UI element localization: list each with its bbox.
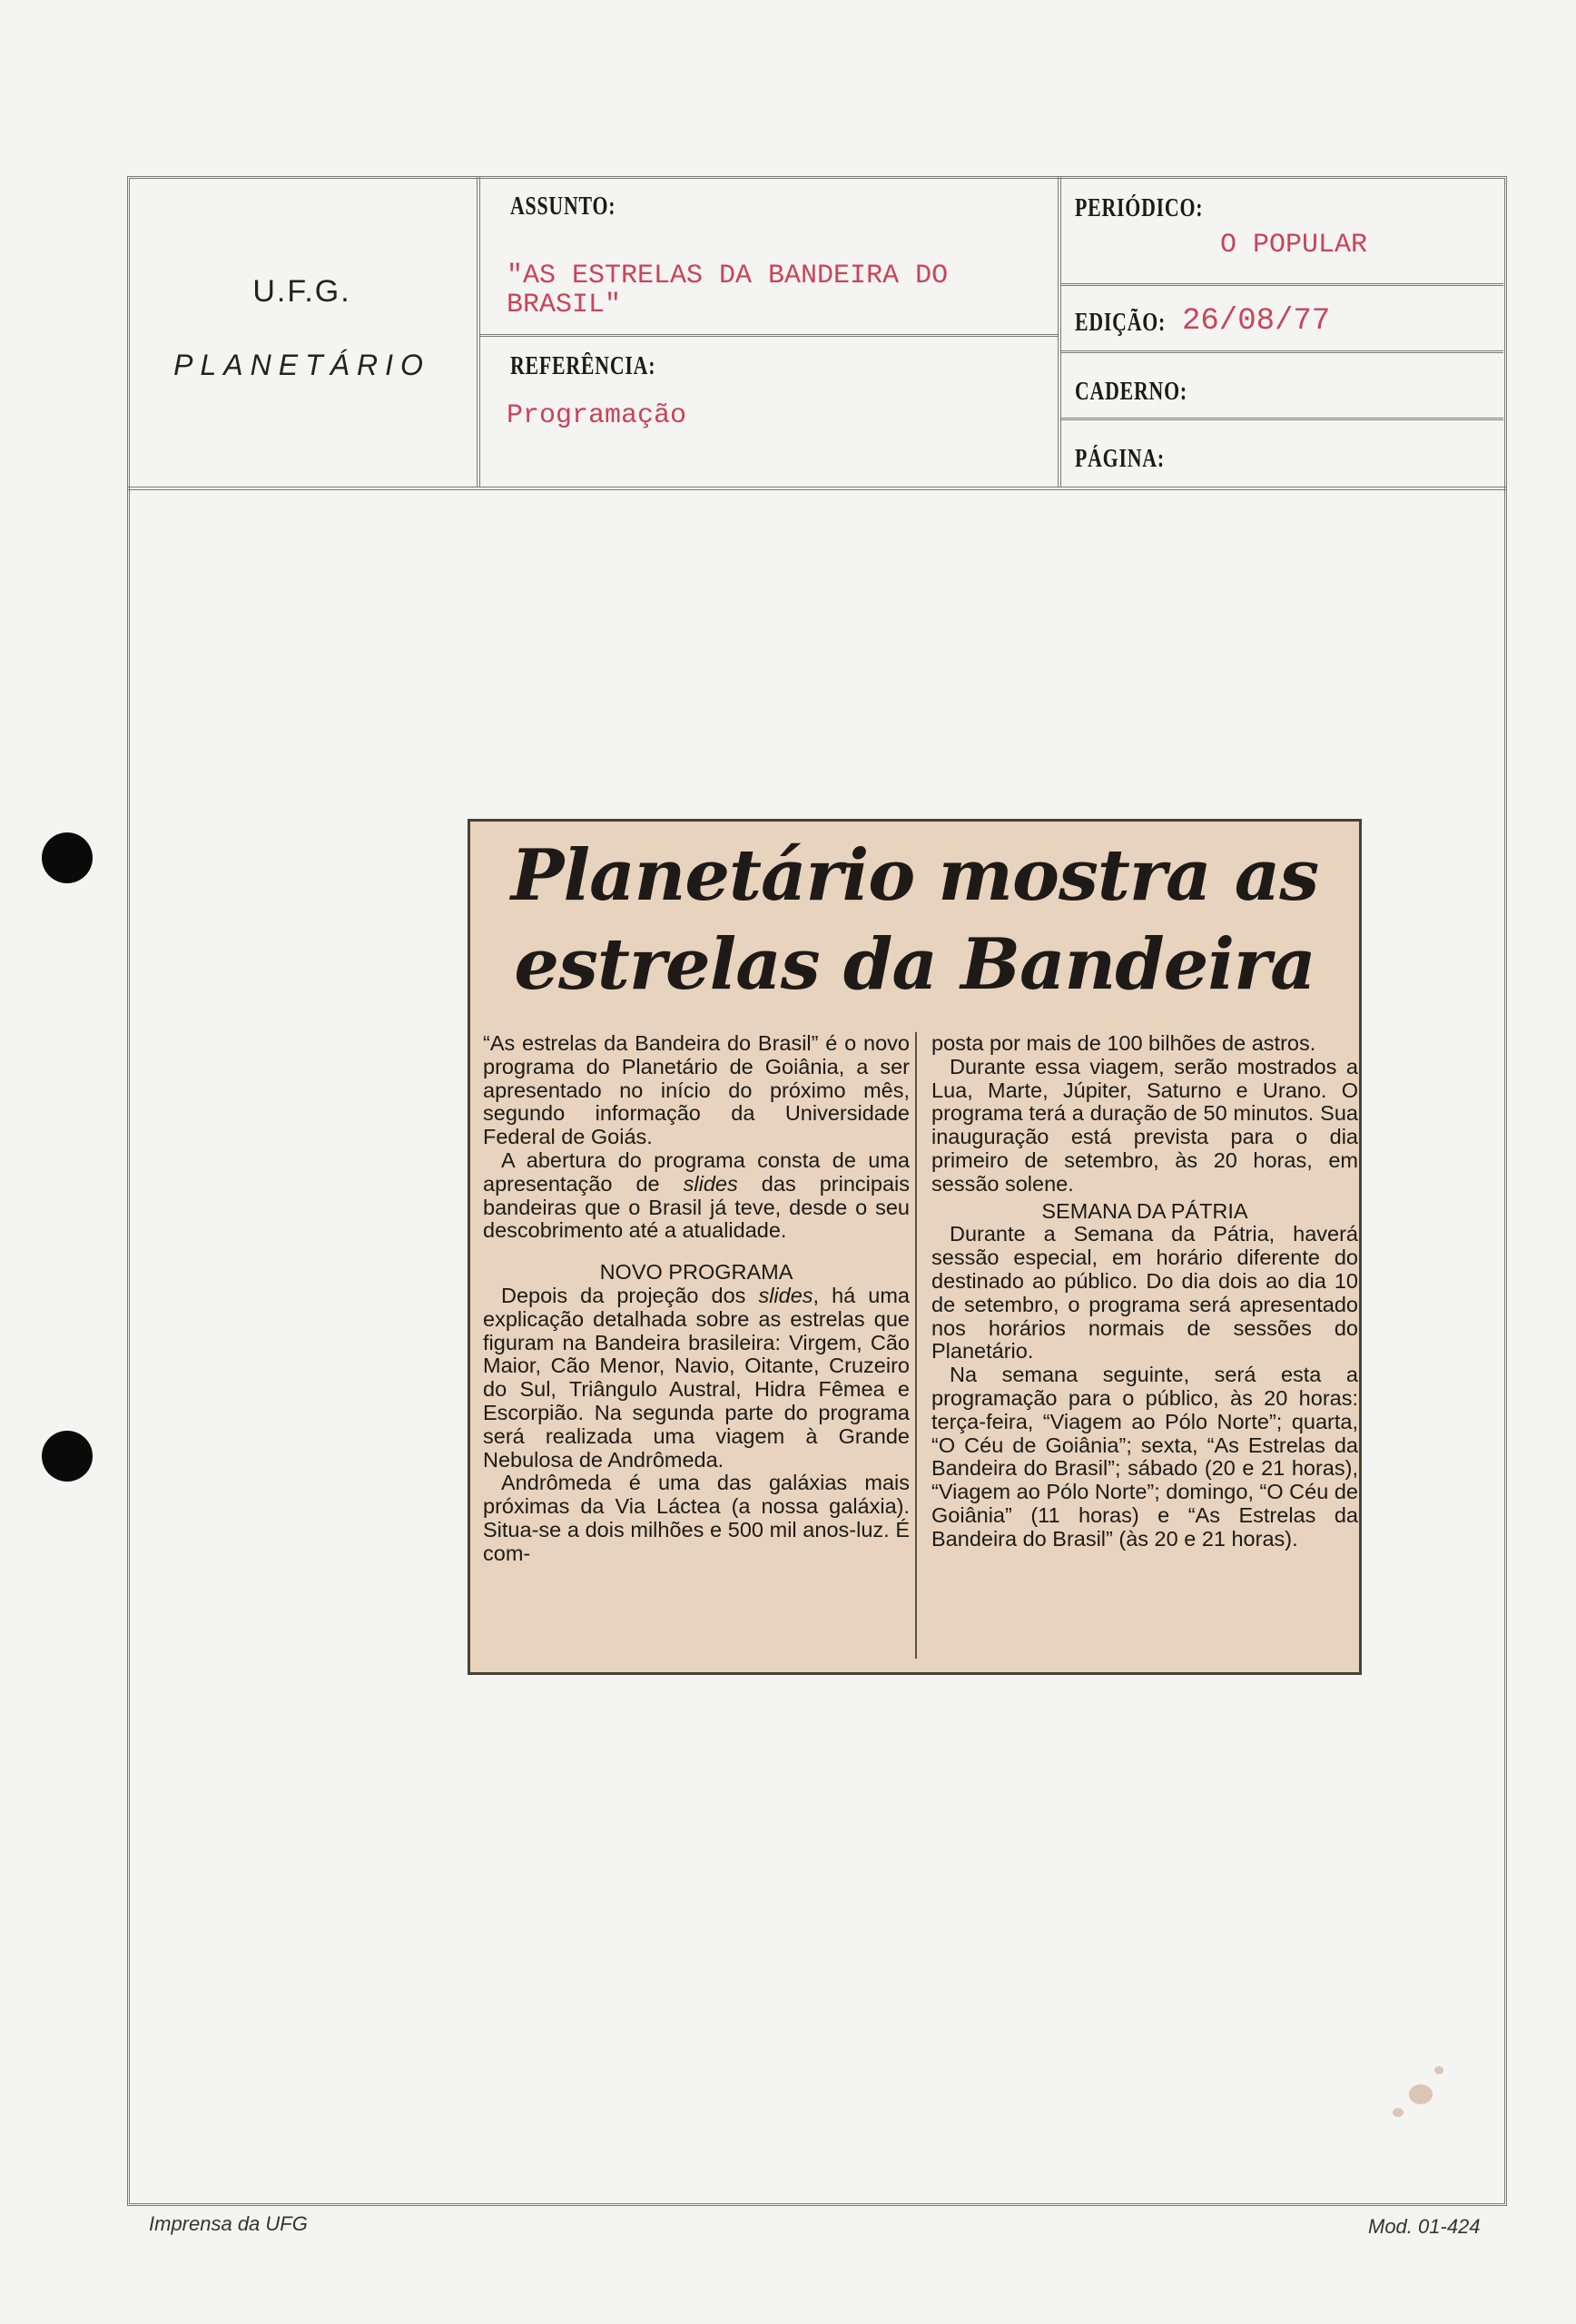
org-name: U.F.G. xyxy=(252,274,351,309)
paragraph-semana: Durante a Semana da Pátria, haverá sessão especial, em horário diferente do destinado ao público. Do dia dois ao dia 10 de setembro, o programa será apresentado nos horários normais de sessões do Planetário. xyxy=(931,1222,1358,1364)
assunto-label: ASSUNTO: xyxy=(510,192,616,221)
italic-word: slides xyxy=(758,1283,813,1307)
paper-stain xyxy=(1434,2066,1443,2074)
paragraph-intro: “As estrelas da Bandeira do Brasil” é o novo programa do Planetário de Goiânia, a ser apresentado no início do próximo mês, segundo informação da Universidade Federal de Goiás. xyxy=(483,1031,910,1149)
paper-stain xyxy=(1409,2084,1433,2104)
edicao-value: 26/08/77 xyxy=(1182,304,1331,339)
paragraph-text: A abertura do programa consta de uma apresentação de xyxy=(483,1147,910,1196)
paragraph-andromeda: Andrômeda é uma das galáxias mais próximas da Via Láctea (a nossa galáxia). Situa-se a dois milhões e 500 mil anos-luz. É com- xyxy=(483,1471,910,1565)
subheading-semana-patria: SEMANA DA PÁTRIA xyxy=(1041,1198,1248,1223)
assunto-value-line-2: BRASIL" xyxy=(507,290,622,320)
headline-line-1: Planetário mostra as xyxy=(510,834,1319,917)
punch-hole-bottom xyxy=(42,1431,93,1482)
column-rule xyxy=(915,1032,917,1659)
pagina-label: PÁGINA: xyxy=(1075,445,1165,473)
header-divider-1 xyxy=(477,176,480,487)
paragraph-viagem: Durante essa viagem, serão mostrados a Lua, Marte, Júpiter, Saturno e Urano. O programa terá a duração de 50 minutos. Sua inauguração está prevista para o dia primeiro de setembro, às 20 horas, em sessão solene. xyxy=(931,1054,1358,1196)
footer-form-code: Mod. 01-424 xyxy=(1368,2215,1481,2238)
subheading-novo-programa: NOVO PROGRAMA xyxy=(599,1260,793,1285)
paragraph-projecao xyxy=(483,1285,910,1472)
header-divider-2 xyxy=(1058,176,1061,487)
paragraph-text: , há uma explicação detalhada sobre as estrelas que figuram na Bandeira brasileira: Virgem, Cão Maior, Cão Menor, Navio, Oitante, Cruzeiro do Sul, Triângulo Austral, Hidra Fêmea e Escorpião. Na segunda parte do programa será realizada uma viagem à Grande Nebulosa de Andrômeda. xyxy=(483,1283,910,1472)
periodico-value: O POPULAR xyxy=(1220,230,1368,261)
punch-hole-top xyxy=(42,832,93,883)
article-column-left xyxy=(483,1032,910,1566)
article-column-right xyxy=(931,1032,1358,1551)
footer-imprensa: Imprensa da UFG xyxy=(149,2212,308,2235)
paragraph-continuation: posta por mais de 100 bilhões de astros. xyxy=(931,1031,1316,1055)
referencia-value: Programação xyxy=(507,400,687,431)
paragraph-text: Depois da projeção dos xyxy=(501,1283,759,1307)
caderno-bottom-line xyxy=(1061,418,1503,420)
assunto-value-line-1: "AS ESTRELAS DA BANDEIRA DO xyxy=(507,261,949,291)
caderno-label: CADERNO: xyxy=(1075,378,1187,406)
paragraph-abertura xyxy=(483,1149,910,1243)
headline-line-2: estrelas da Bandeira xyxy=(514,923,1315,1006)
org-unit: PLANETÁRIO xyxy=(173,349,430,381)
periodico-label: PERIÓDICO: xyxy=(1075,194,1204,222)
referencia-label: REFERÊNCIA: xyxy=(510,352,656,380)
periodico-bottom-line xyxy=(1061,283,1503,286)
italic-word: slides xyxy=(683,1171,738,1196)
edicao-label: EDIÇÃO: xyxy=(1075,309,1167,337)
form-header xyxy=(127,176,1507,490)
paragraph-programacao: Na semana seguinte, será esta a programação para o público, às 20 horas: terça-feira, “Viagem ao Pólo Norte”; quarta, “O Céu de Goiânia”; sexta, “As Estrelas da Bandeira do Brasil”; sábado (20 e 21 horas), “Viagem ao Pólo Norte”; domingo, “O Céu de Goiânia” (11 horas) e “As Estrelas da Bandeira do Brasil” (às 20 e 21 horas). xyxy=(931,1363,1358,1551)
edicao-bottom-line xyxy=(1061,350,1503,353)
assunto-bottom-line xyxy=(480,334,1058,337)
paper-stain xyxy=(1393,2108,1404,2117)
newspaper-clipping xyxy=(468,819,1362,1675)
paragraph-text: das principais bandeiras que o Brasil já teve, desde o seu descobrimento até a atualidade. xyxy=(483,1171,911,1243)
